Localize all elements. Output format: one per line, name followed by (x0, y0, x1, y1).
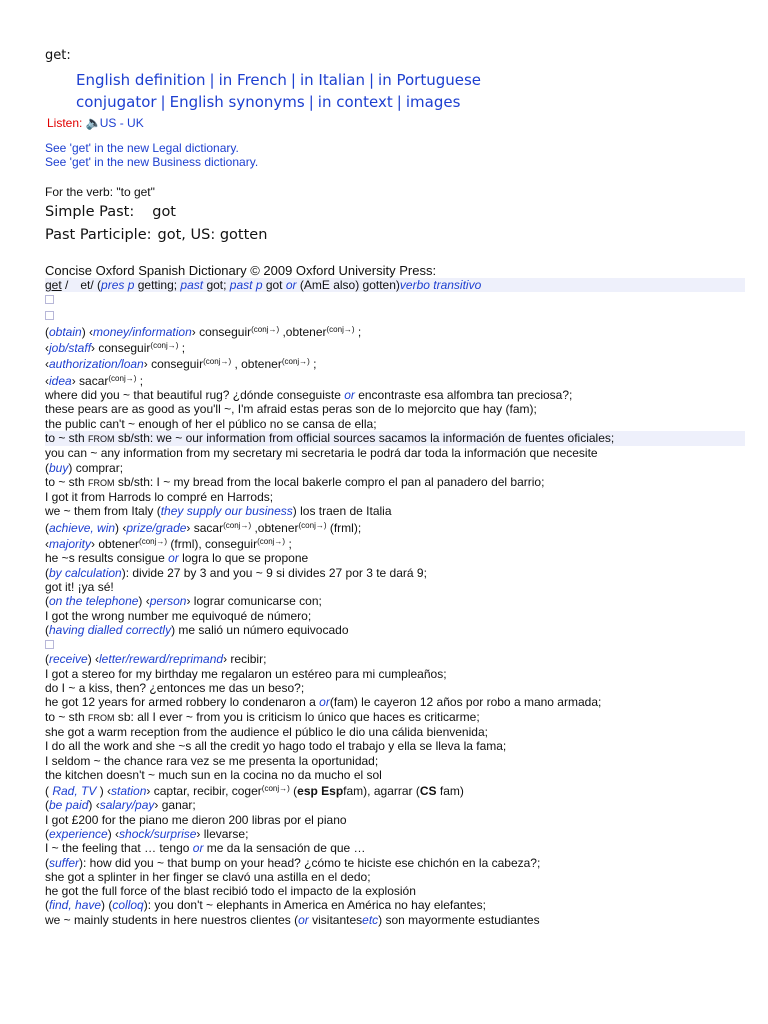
entry-line: ‹majority› obtener$^{(conj\to)}$ (frml), conseguir$^{(conj\to)}$ ; (45, 537, 292, 552)
entry-line: I got £200 for the piano me dieron 200 libras por el piano (45, 812, 347, 827)
entry-line: (on the telephone) ‹person› lograr comunicarse con; (45, 594, 322, 609)
entry-line: to ~ sth FROM sb: all I ever ~ from you is criticism lo único que haces es criticarme; (45, 709, 480, 724)
in-french-link[interactable]: in French (218, 71, 287, 89)
entry-line: ‹authorization/loan› conseguir$^{(conj\to)}$ , obtener$^{(conj\to)}$ ; (45, 357, 317, 372)
past-participle-label: Past Participle: (45, 227, 152, 243)
copyright-line: Concise Oxford Spanish Dictionary © 2009 Oxford University Press: (45, 263, 437, 278)
entry-line: I got it from Harrods lo compré en Harrods; (45, 490, 274, 505)
entry-headline: get / et/ (pres p getting; past got; past p got or (AmE also) gotten)verbo transitivo (45, 278, 745, 292)
entry-line: (obtain) ‹money/information› conseguir$^{(conj\to)}$ ,obtener$^{(conj\to)}$ ; (45, 324, 362, 339)
sense-marker (45, 308, 745, 323)
verb-for-label: For the verb: "to get" (45, 185, 155, 199)
entry-line: (buy) comprar; (45, 460, 124, 475)
nav-row-2 (76, 91, 745, 113)
images-link[interactable]: images (405, 93, 461, 111)
nav-separator: | (396, 93, 402, 111)
entry-line: he got 12 years for armed robbery lo condenaron a or(fam) le cayeron 12 años por robo a mano armada; (45, 695, 602, 710)
nav-separator: | (160, 93, 166, 111)
simple-past-value: got (152, 204, 176, 220)
headword: get: (45, 48, 71, 63)
entry-line: I seldom ~ the chance rara vez se me presenta la oportunidad; (45, 753, 379, 768)
listen-label: Listen: (47, 116, 83, 130)
nav-row-1 (76, 69, 745, 91)
entry-line: (by calculation): divide 27 by 3 and you ~ 9 si divides 27 por 3 te dará 9; (45, 565, 427, 580)
nav-separator: | (308, 93, 314, 111)
in-context-link[interactable]: in context (317, 93, 393, 111)
entry-line: to ~ sth FROM sb/sth: I ~ my bread from the local bakerle compro el pan al panadero del barrio; (45, 474, 545, 489)
english-definition-link[interactable]: English definition (76, 71, 206, 89)
entry-line: ‹idea› sacar$^{(conj\to)}$ ; (45, 373, 144, 388)
sense-box-icon (45, 640, 54, 649)
english-synonyms-link[interactable]: English synonyms (169, 93, 305, 111)
entry-line: she got a splinter in her finger se clavó una astilla en el dedo; (45, 869, 371, 884)
dictionary-page (45, 48, 745, 927)
entry-line: you can ~ any information from my secretary mi secretaria le podrá dar toda la información que necesite (45, 446, 598, 461)
listen-row (47, 115, 745, 131)
entry-line: (find, have) (colloq): you don't ~ elephants in America en América no hay elefantes; (45, 898, 486, 913)
entry-line: I do all the work and she ~s all the credit yo hago todo el trabajo y ella se lleva la fama; (45, 739, 507, 754)
legal-dictionary-link[interactable]: See 'get' in the new Legal dictionary. (45, 141, 239, 155)
nav-separator: | (368, 71, 375, 89)
entry-line: (experience) ‹shock/surprise› llevarse; (45, 826, 249, 841)
nav-separator: | (209, 71, 215, 89)
entry-line: (suffer): how did you ~ that bump on your head? ¿cómo te hiciste ese chichón en la cabeza?; (45, 855, 541, 870)
entry-line: (having dialled correctly) me salió un número equivocado (45, 622, 349, 637)
entry-line: do I ~ a kiss, then? ¿entonces me das un beso?; (45, 681, 305, 696)
sense-box-icon (45, 295, 54, 304)
entry-line: ( Rad, TV ) ‹station› captar, recibir, coger$^{(conj\to)}$ (esp Espfam), agarrar (CS fam) (45, 784, 464, 799)
pronunciation-links[interactable]: US - UK (99, 116, 144, 130)
entry-line: I got a stereo for my birthday me regalaron un estéreo para mi cumpleaños; (45, 666, 447, 681)
entry-line: (be paid) ‹salary/pay› ganar; (45, 798, 196, 813)
entry-line: (achieve, win) ‹prize/grade› sacar$^{(conj\to)}$ ,obtener$^{(conj\to)}$ (frml); (45, 520, 362, 535)
entry-line: where did you ~ that beautiful rug? ¿dónde conseguiste or encontraste esa alfombra tan preciosa?; (45, 388, 573, 403)
entry-line: these pears are as good as you'll ~, I'm afraid estas peras son de lo mejorcito que hay (fam); (45, 402, 537, 417)
past-participle-value: got, US: gotten (157, 227, 268, 243)
simple-past-label: Simple Past: (45, 204, 135, 220)
speaker-icon[interactable]: 🔈 (85, 115, 102, 130)
see-also-block (45, 141, 745, 169)
entry-line: he got the full force of the blast recibió todo el impacto de la explosión (45, 884, 416, 899)
entry-line: he ~s results consigue or logra lo que se propone (45, 551, 309, 566)
entry-line: to ~ sth FROM sb/sth: we ~ our information from official sources sacamos la información de fuentes oficiales; (45, 431, 745, 446)
sense-marker (45, 637, 745, 652)
entry-line: the kitchen doesn't ~ much sun en la cocina no da mucho el sol (45, 767, 382, 782)
entry-line: (receive) ‹letter/reward/reprimand› recibir; (45, 652, 267, 667)
in-portuguese-link[interactable]: in Portuguese (378, 71, 482, 89)
entry-body (45, 278, 745, 927)
in-italian-link[interactable]: in Italian (299, 71, 365, 89)
entry-line: we ~ mainly students in here nuestros clientes (or visitantesetc) son mayormente estudiantes (45, 912, 540, 927)
sense-box-icon (45, 311, 54, 320)
entry-line: the public can't ~ enough of her el público no se cansa de ella; (45, 416, 377, 431)
entry-line: she got a warm reception from the audience el público le dio una cálida bienvenida; (45, 724, 488, 739)
entry-line: got it! ¡ya sé! (45, 579, 114, 594)
entry-line: ‹job/staff› conseguir$^{(conj\to)}$ ; (45, 341, 186, 356)
business-dictionary-link[interactable]: See 'get' in the new Business dictionary. (45, 155, 259, 169)
sense-marker (45, 292, 745, 307)
entry-line: I got the wrong number me equivoqué de número; (45, 608, 312, 623)
nav-separator: | (290, 71, 296, 89)
entry-line: I ~ the feeling that … tengo or me da la sensación de que … (45, 841, 366, 856)
conjugator-link[interactable]: conjugator (76, 93, 157, 111)
verb-forms (45, 201, 745, 247)
entry-line: we ~ them from Italy (they supply our business) los traen de Italia (45, 504, 392, 519)
